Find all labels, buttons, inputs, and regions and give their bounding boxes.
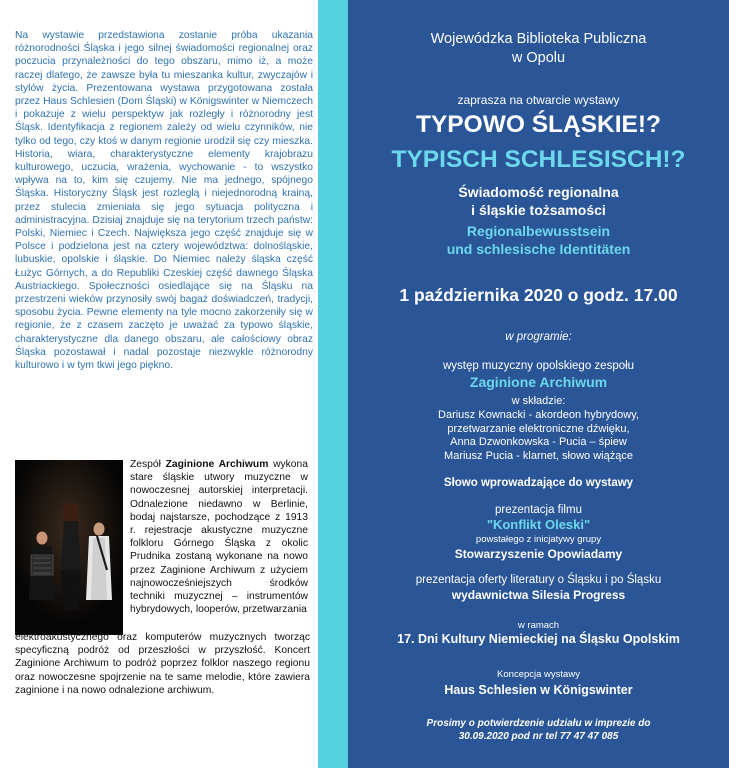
subtitle-polish [348,183,729,219]
film-title: "Konflikt Oleski" [486,517,591,532]
intro-word: Słowo wprowadzające do wystawy [443,477,634,489]
band-lineup [348,395,729,464]
lineup-line: Dariusz Kownacki - akordeon hybrydowy, [438,408,639,421]
organizer-line-1: Wojewódzka Biblioteka Publiczna [430,31,647,47]
literature-publisher: wydawnictwa Silesia Progress [451,588,626,602]
rsvp-note [348,717,729,743]
frame-label: w ramach [517,620,560,631]
concept-label: Koncepcja wystawy [497,669,580,680]
band-prefix: Zespół [130,459,161,470]
band-name-inline: Zaginione Archiwum [165,459,269,470]
band-description-part-1: wykona stare śląskie utwory muzyczne w nowoczesnej autorskiej interpretacji. Odnalezione niedawno w Berlinie, bodaj najstarsze, pochodzące z 1913 r. rejestracje akustyczne muzyczne folkloru Górnego Śląska z okolic Prudnika zostaną wykonane na nowo przez Zaginione Archiwum z użyciem najnowocześniejszych środków techniki muzycznej – instrumentów hybrydowych, looperów, przetwarzania [130,459,308,616]
performance-line: występ muzyczny opolskiego zespołu [442,360,635,372]
literature-presentation: prezentacja oferty literatury o Śląsku i po Śląsku [415,574,662,586]
concept-author: Haus Schlesien w Königswinter [444,683,633,697]
title-polish: TYPOWO ŚLĄSKIE!? [416,111,661,138]
right-panel [348,0,729,768]
event-date: 1 października 2020 o godz. 17.00 [399,285,678,305]
band-name-heading: Zaginione Archiwum [469,374,608,390]
film-organization: Stowarzyszenie Opowiadamy [454,547,623,561]
title-german: TYPISCH SCHLESISCH!? [391,146,686,173]
lineup-line: Anna Dzwonkowska - Pucia – śpiew [450,436,627,449]
invitation-line: zaprasza na otwarcie wystawy [457,93,620,107]
festival-name: 17. Dni Kultury Niemieckiej na Śląsku Opolskim [397,632,680,646]
subtitle-german [348,222,729,258]
subtitle-polish-line-1: Świadomość regionalna [458,184,619,200]
lineup-line: przetwarzanie elektroniczne dźwięku, [447,422,630,435]
exhibition-description: Na wystawie przedstawiona zostanie próba ukazania różnorodności Śląska i jego silnej świadomości regionalnej oraz poczucia przynależności do tego obszaru, mimo iż, a może raczej dlatego, że zawsze była tu mieszanka kultur, zwyczajów i stylów życia. Prezentowana wystawa przygotowana została przez Haus Schlesien (Dom Śląski) w Königswinter w Niemczech i pokazuje z wielu perspektyw jak rozległy i różnorodny jest Śląsk. Identyfikacja z regionem zależy od wielu czynników, nie tylko od tego, czy ktoś w danym regionie urodził się czy mieszka. Historia, wiara, charakterystyczne elementy krajobrazu kulturowego, uczucia, wrażenia, wychowanie - to wszystko wpływa na to, kim się czujemy. Nie ma jednego, spójnego Śląska. Historyczny Śląsk jest rozległą i niejednorodną krainą, przez stulecia zmieniała się jego sytuacja polityczna i administracyjna. Dzisiaj znajduje się na terytorium trzech państw: Polski, Niemiec i Czech. Największa jego część znajduje się w Polsce i podzielona jest na cztery województwa: dolnośląskie, lubuskie, opolskie i śląskie. Do Niemiec należy śląska część Łużyc Górnych, a do Republiki Czeskiej część dawnego Śląska Austriackiego. Społeczności osiedlające się na Śląsku na przestrzeni wieków przynosiły swój bagaż doświadczeń, tradycji, sposobu życia. Pewne elementy na tyle mocno zakorzeniły się w regionie, że z czasem zaczęto je uważać za typowo śląskie, charakterystyczne dla danego obszaru, ale całościowy obraz Śląska pozostawał i nadal pozostaje niezwykle różnorodny kulturowo i w tym tkwi jego piękno. [15,30,313,372]
film-initiative-label: powstałego z inicjatywy grupy [475,534,602,545]
band-photo-image [15,460,123,635]
rsvp-line-1: Prosimy o potwierdzenie udziału w imprezie do [426,718,651,729]
band-description [130,458,308,616]
band-photo [15,460,123,635]
organizer-line-2: w Opolu [511,50,566,66]
rsvp-line-2: 30.09.2020 pod nr tel 77 47 47 085 [458,731,619,742]
subtitle-german-line-1: Regionalbewusstsein [466,223,611,239]
organizer [348,30,729,68]
subtitle-polish-line-2: i śląskie tożsamości [471,202,606,218]
band-description-continued: elektroakustycznego oraz komputerów muzycznych tworząc specyficzną podróż od przeszłości w przyszłość. Koncert Zaginione Archiwum to podróż poprzez folklor naszego regionu oraz nowoczesne spojrzenie na te same melodie, które zawiera zaginione i na nowo odnalezione archiwum. [15,632,310,696]
left-panel [0,0,318,768]
program-label: w programie: [505,331,572,343]
film-presentation-label: prezentacja filmu [495,504,582,516]
lineup-line: w składzie: [511,395,566,407]
subtitle-german-line-2: und schlesische Identitäten [446,241,631,257]
accent-strip [318,0,348,768]
lineup-line: Mariusz Pucia - klarnet, słowo wiążące [444,450,633,463]
